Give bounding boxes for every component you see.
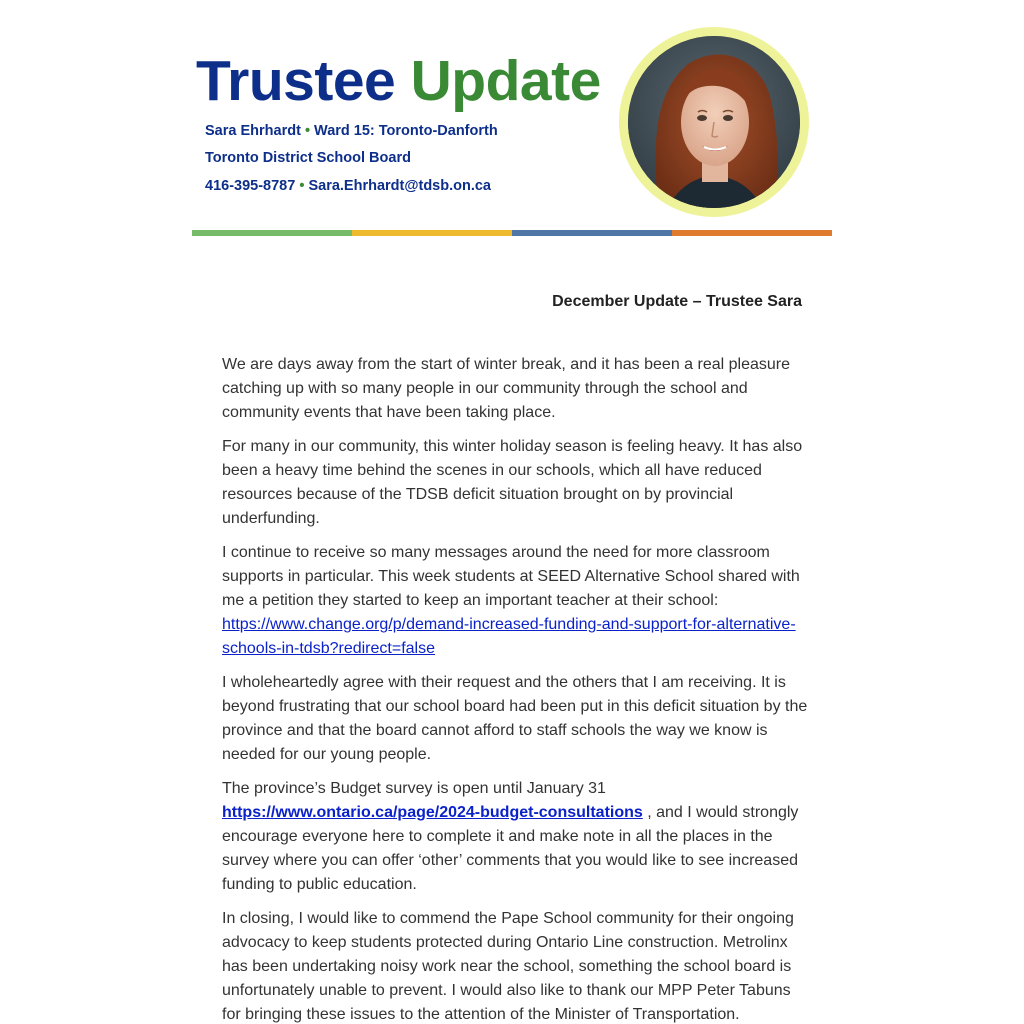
- portrait-image: [628, 36, 800, 208]
- separator-dot: •: [304, 123, 311, 139]
- contact-line: [205, 177, 491, 195]
- avatar-ring: [619, 27, 809, 217]
- petition-text: I continue to receive so many messages around the need for more classroom supports in particular. This week students at SEED Alternative School shared with me a petition they started to keep an important teacher at their school:: [222, 544, 800, 609]
- update-body: [222, 353, 808, 1024]
- ward-label: Ward 15: Toronto-Danforth: [314, 123, 498, 139]
- paragraph-intro: We are days away from the start of winter break, and it has been a real pleasure catching up with so many people in our community through the school and community events that have been taking place.: [222, 356, 790, 421]
- petition-link[interactable]: https://www.change.org/p/demand-increased-funding-and-support-for-alternative-schools-in-tdsb?redirect=false: [222, 616, 796, 657]
- update-heading: December Update – Trustee Sara: [552, 293, 802, 310]
- budget-survey-link[interactable]: https://www.ontario.ca/page/2024-budget-consultations: [222, 804, 643, 821]
- board-name: Toronto District School Board: [205, 150, 411, 166]
- email-address: Sara.Ehrhardt@tdsb.on.ca: [308, 178, 491, 194]
- paragraph-agreement: I wholeheartedly agree with their request and the others that I am receiving. It is beyond frustrating that our school board had been put in this deficit situation by the province and that the board cannot afford to staff schools the way we know is needed for our young people.: [222, 674, 808, 763]
- trustee-name: Sara Ehrhardt: [205, 123, 301, 139]
- avatar: [628, 36, 800, 208]
- paragraph-budget: [222, 777, 808, 897]
- paragraph-holiday: For many in our community, this winter holiday season is feeling heavy. It has also been a heavy time behind the scenes in our schools, which all have reduced resources because of the TDSB deficit situation brought on by provincial underfunding.: [222, 438, 803, 527]
- board-line: [205, 149, 411, 167]
- title-update: Update: [410, 49, 601, 113]
- paragraph-closing: In closing, I would like to commend the Pape School community for their ongoing advocacy to keep students protected during Ontario Line construction. Metrolinx has been undertaking noisy work near the school, something the school board is unfortunately unable to prevent. I would also like to thank our MPP Peter Tabuns for bringing these issues to the attention of the Minister of Transportation.: [222, 910, 794, 1023]
- color-divider-bar: [192, 230, 832, 236]
- newsletter-header: [192, 0, 832, 240]
- bar-blue: [512, 230, 672, 236]
- trustee-name-line: [205, 122, 498, 140]
- budget-text: The province’s Budget survey is open until January 31: [222, 780, 606, 797]
- separator-dot: •: [299, 178, 305, 194]
- phone-number: 416-395-8787: [205, 178, 296, 194]
- bar-green: [192, 230, 352, 236]
- newsletter-title: [196, 48, 601, 114]
- budget-text-rest: , and I would strongly encourage everyone here to complete it and make note in all the places in the survey where you can offer ‘other’ comments that you would like to see increased funding to public education.: [222, 804, 799, 893]
- title-trustee: Trustee: [196, 49, 396, 113]
- bar-orange: [672, 230, 832, 236]
- bar-yellow: [352, 230, 512, 236]
- paragraph-petition: [222, 541, 808, 661]
